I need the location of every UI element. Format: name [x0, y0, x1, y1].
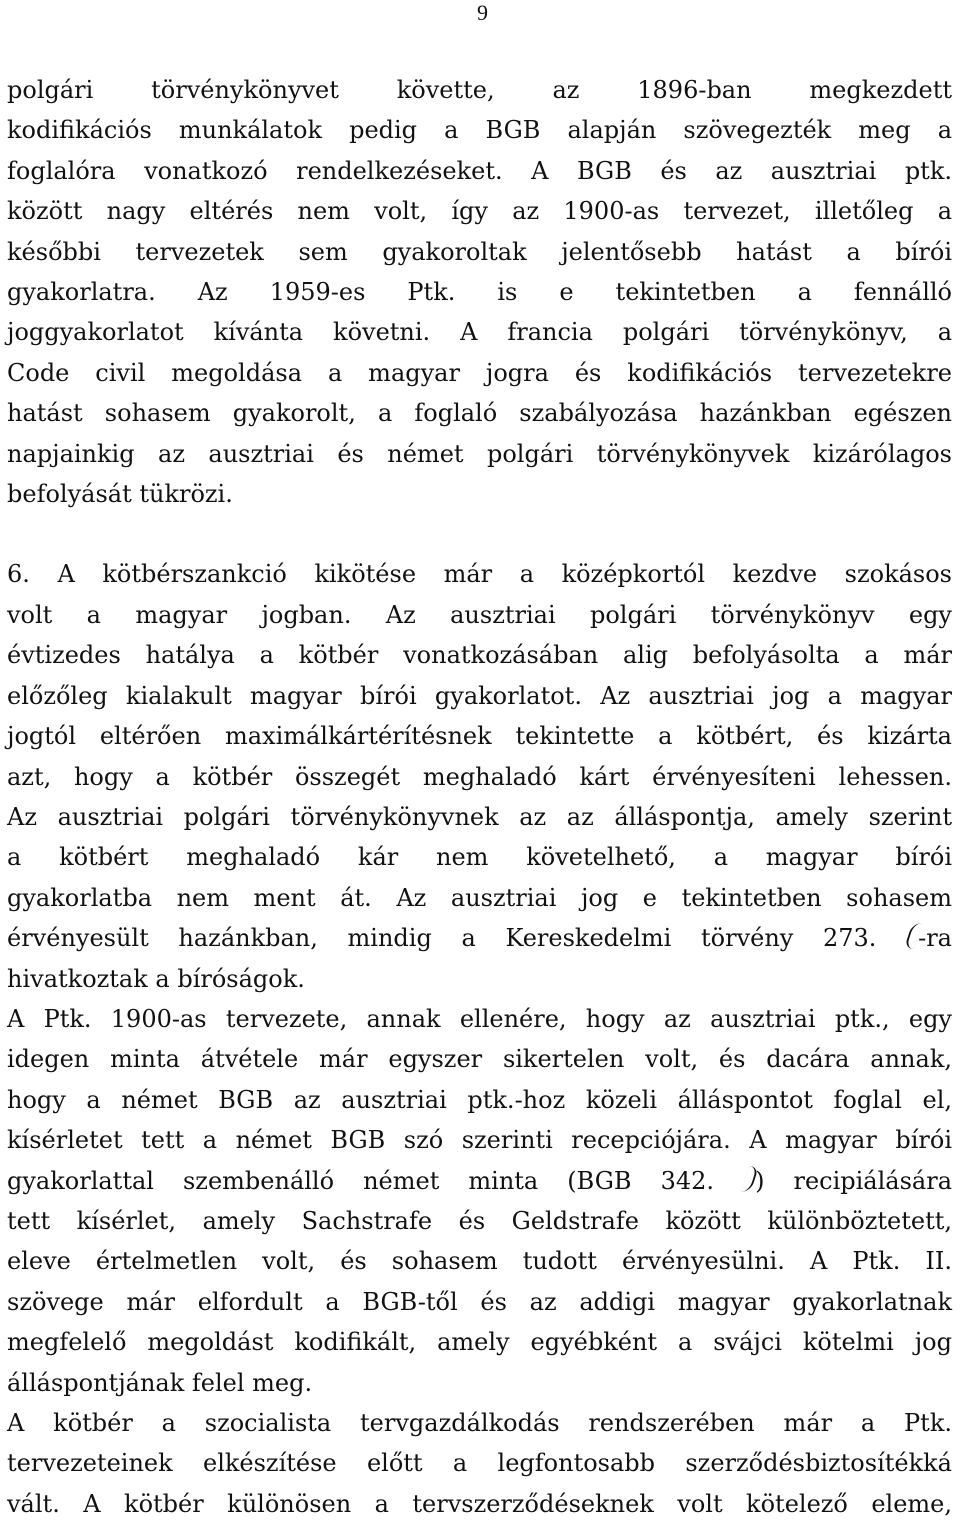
text-line: polgári törvénykönyvet követte, az 1896-ban megkezdett	[7, 76, 952, 104]
text-line: szövege már elfordult a BGB-től és az addigi magyar gyakorlatnak	[7, 1287, 952, 1316]
text-line: befolyását tükrözi.	[7, 480, 233, 509]
text-line: azt, hogy a kötbér összegét meghaladó kárt érvényesíteni lehessen.	[7, 762, 952, 791]
text-line: A kötbér a szocialista tervgazdálkodás rendszerében már a Ptk.	[7, 1409, 952, 1437]
text-line: tervezeteinek elkészítése előtt a legfontosabb szerződésbiztosítékká	[7, 1449, 952, 1478]
text-line: későbbi tervezetek sem gyakoroltak jelentősebb hatást a bírói	[7, 237, 952, 266]
text-fragment: -ra	[918, 924, 952, 953]
paragraph-1	[7, 70, 952, 514]
text-line: foglalóra vonatkozó rendelkezéseket. A BGB és az ausztriai ptk.	[7, 156, 952, 185]
text-line: tett kísérlet, amely Sachstrafe és Geldstrafe között különböztetett,	[7, 1206, 952, 1235]
text-line: Code civil megoldása a magyar jogra és kodifikációs tervezetekre	[7, 358, 952, 387]
text-line: között nagy eltérés nem volt, így az 1900-as tervezet, illetőleg a	[7, 197, 952, 226]
text-line: kísérletet tett a német BGB szó szerinti recepciójára. A magyar bírói	[7, 1126, 952, 1155]
text-line: kodifikációs munkálatok pedig a BGB alapján szövegezték meg a	[7, 116, 952, 145]
text-line: joggyakorlatot kívánta követni. A francia polgári törvénykönyv, a	[7, 318, 952, 347]
section-sign-mark	[906, 922, 918, 950]
text-line: Az ausztriai polgári törvénykönyvnek az az álláspontja, amely szerint	[7, 802, 952, 831]
text-line: vált. A kötbér különösen a tervszerződéseknek volt kötelező eleme,	[7, 1489, 952, 1518]
text-line: álláspontjának felel meg.	[7, 1368, 313, 1397]
paragraph-3	[7, 999, 952, 1403]
text-line: hogy a német BGB az ausztriai ptk.-hoz közeli álláspontot foglal el,	[7, 1085, 952, 1114]
text-line	[7, 918, 952, 958]
text-line: 6. A kötbérszankció kikötése már a középkortól kezdve szokásos	[7, 560, 952, 589]
paragraph-gap	[7, 514, 952, 554]
text-line: eleve értelmetlen volt, és sohasem tudott érvényesülni. A Ptk. II.	[7, 1247, 952, 1276]
text-line: hivatkoztak a bíróságok.	[7, 964, 305, 993]
text-line: évtizedes hatálya a kötbér vonatkozásában alig befolyásolta a már	[7, 641, 952, 670]
text-line: volt a magyar jogban. Az ausztriai polgári törvénykönyv egy	[7, 600, 952, 629]
text-line: gyakorlatra. Az 1959-es Ptk. is e tekintetben a fennálló	[7, 278, 952, 307]
document-body	[7, 70, 952, 1524]
paragraph-4	[7, 1403, 952, 1524]
section-sign-mark	[743, 1165, 755, 1193]
text-fragment: érvényesült hazánkban, mindig a Kereskedelmi törvény 273.	[7, 924, 877, 953]
text-line: megfelelő megoldást kodifikált, amely egyébként a svájci kötelmi jog	[7, 1328, 952, 1357]
page-number: 9	[477, 0, 488, 25]
text-line: hatást sohasem gyakorolt, a foglaló szabályozása hazánkban egészen	[7, 399, 952, 428]
text-line: A Ptk. 1900-as tervezete, annak ellenére, hogy az ausztriai ptk., egy	[7, 1004, 952, 1033]
text-fragment: ) recipiálására	[755, 1166, 952, 1195]
text-line: jogtól eltérően maximálkártérítésnek tekintette a kötbért, és kizárta	[7, 722, 952, 751]
text-line: előzőleg kialakult magyar bírói gyakorlatot. Az ausztriai jog a magyar	[7, 681, 952, 710]
paragraph-2	[7, 554, 952, 998]
text-line: a kötbért meghaladó kár nem követelhető, a magyar bírói	[7, 843, 952, 872]
text-line: idegen minta átvétele már egyszer sikertelen volt, és dacára annak,	[7, 1045, 952, 1074]
text-fragment: gyakorlattal szembenálló német minta (BGB 342.	[7, 1166, 715, 1195]
text-line	[7, 1161, 952, 1201]
text-line: napjainkig az ausztriai és német polgári törvénykönyvek kizárólagos	[7, 439, 952, 468]
text-line: gyakorlatba nem ment át. Az ausztriai jog e tekintetben sohasem	[7, 883, 952, 912]
